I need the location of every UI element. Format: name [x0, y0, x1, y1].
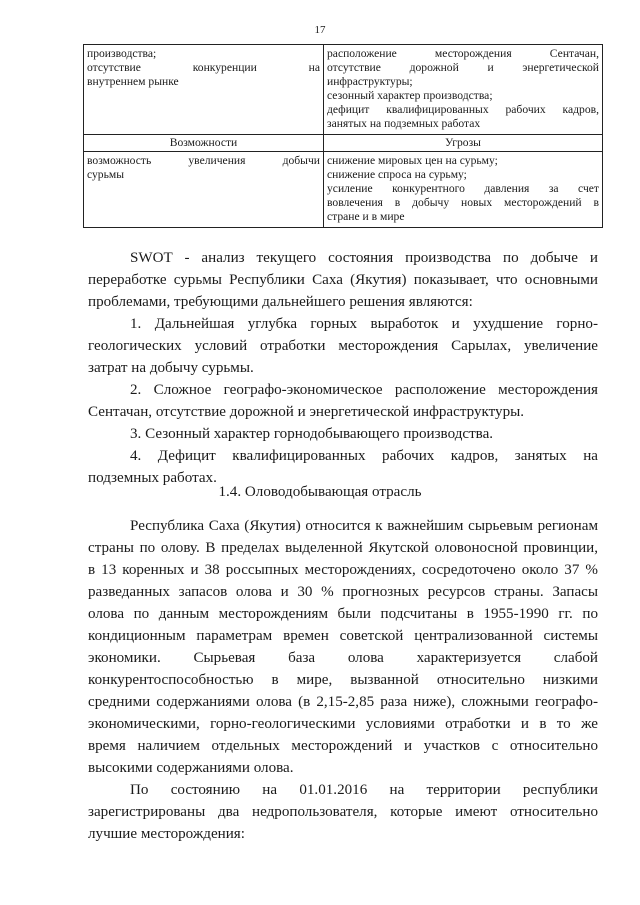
text-line: переработке сурьмы Республики Саха (Якутия) показывает, что основными: [88, 272, 598, 288]
text-line: подземных работах.: [88, 470, 217, 486]
cell-line: возможность увеличения добычи: [87, 154, 320, 167]
cell-line: вовлечения в добычу новых месторождений в: [327, 196, 599, 209]
text-line: разведанных запасов олова и 30 % прогнозных ресурсов страны. Запасы: [88, 584, 598, 600]
cell-line: расположение месторождения Сентачан,: [327, 47, 599, 60]
text-line: проблемами, требующими дальнейшего решения являются:: [88, 294, 473, 310]
text-line: 3. Сезонный характер горнодобывающего производства.: [130, 426, 494, 442]
list-item: [88, 423, 598, 445]
text-line: затрат на добычу сурьмы.: [88, 360, 254, 376]
cell-line: снижение мировых цен на сурьму;: [327, 154, 498, 167]
threats-top-cell: [324, 45, 603, 135]
text-line: По состоянию на 01.01.2016 на территории республики: [130, 782, 598, 798]
paragraph: [88, 247, 598, 313]
opportunities-header: Возможности: [84, 135, 324, 152]
text-line: зарегистрированы два недропользователя, которые имеют относительно: [88, 804, 598, 820]
text-line: 4. Дефицит квалифицированных рабочих кадров, занятых на: [130, 448, 598, 464]
opportunities-cell: [84, 152, 324, 228]
text-line: конкурентоспособностью в мире, вызванной относительно низкими: [88, 672, 598, 688]
text-line: страны по олову. В пределах выделенной Якутской оловоносной провинции,: [88, 540, 598, 556]
tin-section: [88, 515, 598, 845]
cell-line: инфраструктуры;: [327, 75, 413, 88]
cell-line: отсутствие конкуренции на: [87, 61, 320, 74]
table-row: [84, 45, 603, 135]
table-row: [84, 152, 603, 228]
cell-line: отсутствие дорожной и энергетической: [327, 61, 599, 74]
cell-line: занятых на подземных работах: [327, 117, 481, 130]
text-line: экономики. Сырьевая база олова характеризуется слабой: [88, 650, 598, 666]
cell-line: усиление конкурентного давления за счет: [327, 182, 599, 195]
swot-summary: [88, 247, 598, 489]
text-line: геологических условий отработки месторождения Сарылах, увеличение: [88, 338, 598, 354]
cell-line: дефицит квалифицированных рабочих кадров,: [327, 103, 599, 116]
cell-line: сезонный характер производства;: [327, 89, 493, 102]
cell-line: производства;: [87, 47, 157, 60]
paragraph: [88, 779, 598, 845]
text-line: в 13 коренных и 38 россыпных месторождениях, сосредоточено около 37 %: [88, 562, 598, 578]
threats-cell: [324, 152, 603, 228]
paragraph: [88, 515, 598, 779]
text-line: 1. Дальнейшая углубка горных выработок и ухудшение горно-: [130, 316, 598, 332]
text-line: кондиционным параметрам времен советской централизованной системы: [88, 628, 598, 644]
weaknesses-cell: [84, 45, 324, 135]
page-number: 17: [314, 24, 326, 36]
text-line: экономическими, горно-геологическими условиями отработки и в то же: [88, 716, 598, 732]
text-line: 2. Сложное географо-экономическое расположение месторождения: [130, 382, 598, 398]
table-header-row: [84, 135, 603, 152]
text-line: Республика Саха (Якутия) относится к важнейшим сырьевым регионам: [130, 518, 598, 534]
text-line: олова по данным месторождениям были подсчитаны в 1955-1990 гг. по: [88, 606, 598, 622]
swot-table: [83, 44, 603, 228]
text-line: время наличием отдельных месторождений и участков с относительно: [88, 738, 598, 754]
text-line: лучшие месторождения:: [88, 826, 245, 842]
section-heading: 1.4. Оловодобывающая отрасль: [218, 484, 422, 500]
text-line: Сентачан, отсутствие дорожной и энергетической инфраструктуры.: [88, 404, 525, 420]
cell-line: внутреннем рынке: [87, 75, 179, 88]
cell-line: снижение спроса на сурьму;: [327, 168, 467, 181]
text-line: средними содержаниями олова (в 2,15-2,85 раза ниже), сложными географо-: [88, 694, 598, 710]
list-item: [88, 313, 598, 379]
cell-line: сурьмы: [87, 168, 125, 181]
text-line: SWOT - анализ текущего состояния производства по добыче и: [130, 250, 598, 266]
threats-header: Угрозы: [324, 135, 603, 152]
cell-line: стране и в мире: [327, 210, 405, 223]
list-item: [88, 379, 598, 423]
text-line: высокими содержаниями олова.: [88, 760, 294, 776]
